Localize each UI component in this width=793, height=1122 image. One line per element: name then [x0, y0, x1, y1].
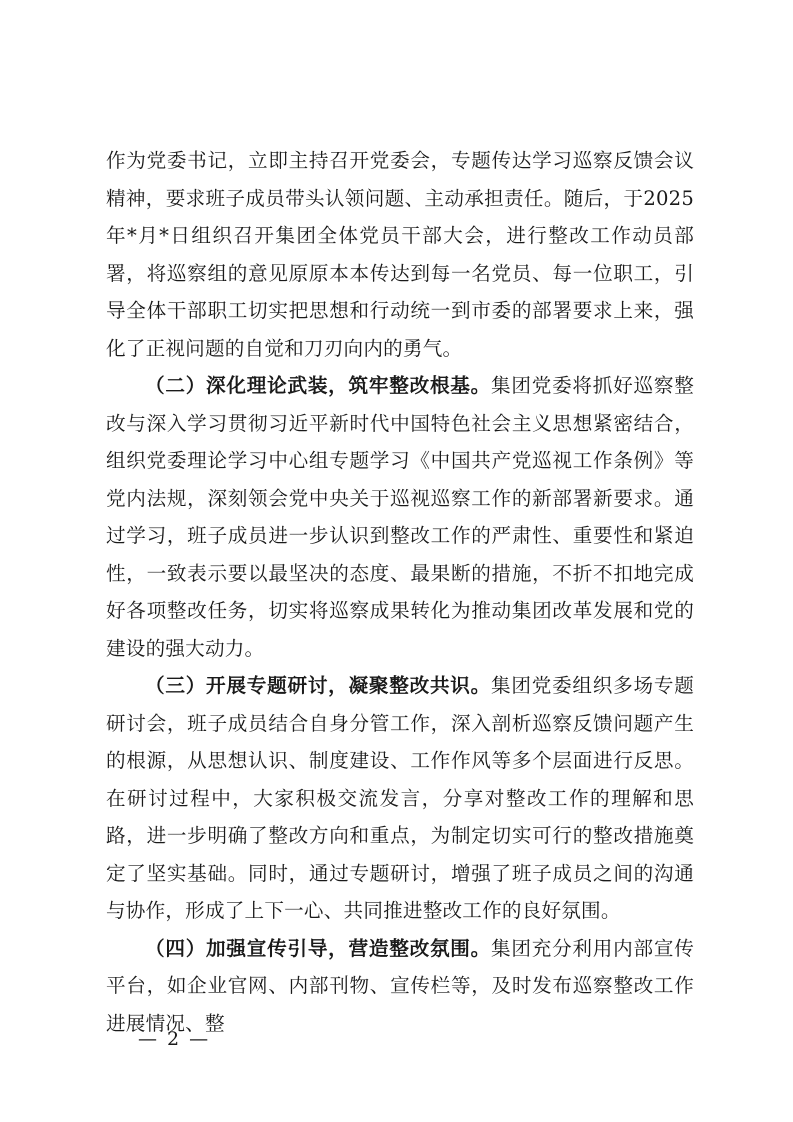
section-heading-3: （三）开展专题研讨，凝聚整改共识。	[145, 674, 492, 697]
paragraph-1-text: 作为党委书记，立即主持召开党委会，专题传达学习巡察反馈会议精神，要求班子成员带头认领问题、主动承担责任。随后，于2025年*月*日组织召开集团全体党员干部大会，进行整改工作动员部署，将巡察组的意见原原本本传达到每一名党员、每一位职工，引导全体干部职工切实把思想和行动统一到市委的部署要求上来，强化了正视问题的自觉和刀刃向内的勇气。	[106, 149, 694, 360]
paragraph-1	[106, 142, 694, 367]
paragraph-2	[106, 367, 694, 667]
document-body	[106, 142, 694, 1042]
paragraph-3	[106, 667, 694, 930]
section-heading-2: （二）深化理论武装，筑牢整改根基。	[145, 374, 492, 397]
paragraph-2-text: 集团党委将抓好巡察整改与深入学习贯彻习近平新时代中国特色社会主义思想紧密结合，组织党委理论学习中心组专题学习《中国共产党巡视工作条例》等党内法规，深刻领会党中央关于巡视巡察工作的新部署新要求。通过学习，班子成员进一步认识到整改工作的严肃性、重要性和紧迫性，一致表示要以最坚决的态度、最果断的措施，不折不扣地完成好各项整改任务，切实将巡察成果转化为推动集团改革发展和党的建设的强大动力。	[106, 374, 694, 660]
paragraph-3-text: 集团党委组织多场专题研讨会，班子成员结合自身分管工作，深入剖析巡察反馈问题产生的根源，从思想认识、制度建设、工作作风等多个层面进行反思。在研讨过程中，大家积极交流发言，分享对整改工作的理解和思路，进一步明确了整改方向和重点，为制定切实可行的整改措施奠定了坚实基础。同时，通过专题研讨，增强了班子成员之间的沟通与协作，形成了上下一心、共同推进整改工作的良好氛围。	[106, 674, 694, 922]
section-heading-4: （四）加强宣传引导，营造整改氛围。	[145, 936, 492, 960]
page-number: — 2 —	[138, 1028, 211, 1050]
paragraph-4	[106, 930, 694, 1043]
paragraph-4-text: 集团充分利用内部宣传平台，如企业官网、内部刊物、宣传栏等，及时发布巡察整改工作进展情况、整	[106, 936, 694, 1035]
